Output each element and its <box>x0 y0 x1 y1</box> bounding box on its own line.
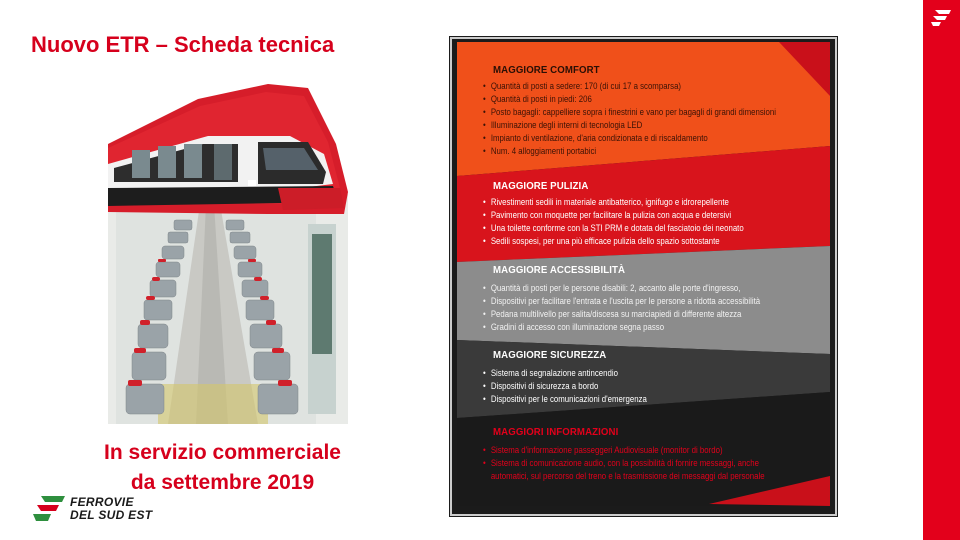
pulizia-item: • Una toilette conforme con la STI PRM e dotata del fasciatoio dei neonato <box>483 222 744 235</box>
spec-poster <box>449 36 838 517</box>
section-title-accessibilita: MAGGIORE ACCESSIBILITÀ <box>493 264 626 276</box>
service-line-2: da settembre 2019 <box>130 471 315 494</box>
fs-logo-icon <box>930 6 954 28</box>
comfort-item: • Num. 4 alloggiamenti portabici <box>483 145 776 158</box>
sicurezza-item: • Dispositivi per le comunicazioni d'emergenza <box>483 393 647 406</box>
brand-line-1: FERROVIE <box>70 495 134 509</box>
fse-logo-icon <box>31 494 67 524</box>
section-title-sicurezza: MAGGIORE SICUREZZA <box>493 349 607 361</box>
section-title-informazioni: MAGGIORI INFORMAZIONI <box>493 426 619 438</box>
comfort-item: • Quantità di posti a sedere: 170 (di cui 17 a scomparsa) <box>483 80 776 93</box>
comfort-item: • Impianto di ventilazione, d'aria condizionata e di riscaldamento <box>483 132 776 145</box>
section-title-pulizia: MAGGIORE PULIZIA <box>493 180 589 192</box>
pulizia-item: • Rivestimenti sedili in materiale antibatterico, ignifugo e idrorepellente <box>483 196 744 209</box>
right-accent-band <box>923 0 960 540</box>
informazioni-item: • Sistema d'informazione passeggeri Audiovisuale (monitor di bordo) <box>483 444 765 457</box>
informazioni-item: automatici, sul percorso del treno e la trasmissione dei messaggi dal personale <box>490 471 765 481</box>
sicurezza-item: • Dispositivi di sicurezza a bordo <box>483 380 647 393</box>
comfort-item: • Quantità di posti in piedi: 206 <box>483 93 776 106</box>
service-caption <box>70 438 375 498</box>
service-line-1: In servizio commerciale <box>104 441 341 464</box>
accessibilita-item: • Quantità di posti per le persone disabili: 2, accanto alle porte d'ingresso, <box>483 282 760 295</box>
accessibilita-item: • Pedana multilivello per salita/discesa su marciapiedi di differente altezza <box>483 308 760 321</box>
pulizia-item: • Sedili sospesi, per una più efficace pulizia dello spazio sottostante <box>483 235 744 248</box>
comfort-item: • Posto bagagli: cappelliere sopra i finestrini e vano per bagagli di grandi dimensioni <box>483 106 776 119</box>
pulizia-item: • Pavimento con moquette per facilitare la pulizia con acqua e detersivi <box>483 209 744 222</box>
sicurezza-item: • Sistema di segnalazione antincendio <box>483 367 647 380</box>
informazioni-item: • Sistema di comunicazione audio, con la possibilità di fornire messaggi, anche <box>483 457 765 470</box>
accessibilita-item: • Gradini di accesso con illuminazione segna passo <box>483 321 760 334</box>
section-title-comfort: MAGGIORE COMFORT <box>493 64 600 76</box>
train-photo <box>108 84 348 424</box>
fse-brand-text <box>70 496 152 522</box>
slide-title: Nuovo ETR – Scheda tecnica <box>31 32 335 57</box>
brand-line-2: DEL SUD EST <box>70 508 153 522</box>
accessibilita-item: • Dispositivi per facilitare l'entrata e l'uscita per le persone a ridotta accessibilità <box>483 295 760 308</box>
comfort-item: • Illuminazione degli interni di tecnologia LED <box>483 119 776 132</box>
